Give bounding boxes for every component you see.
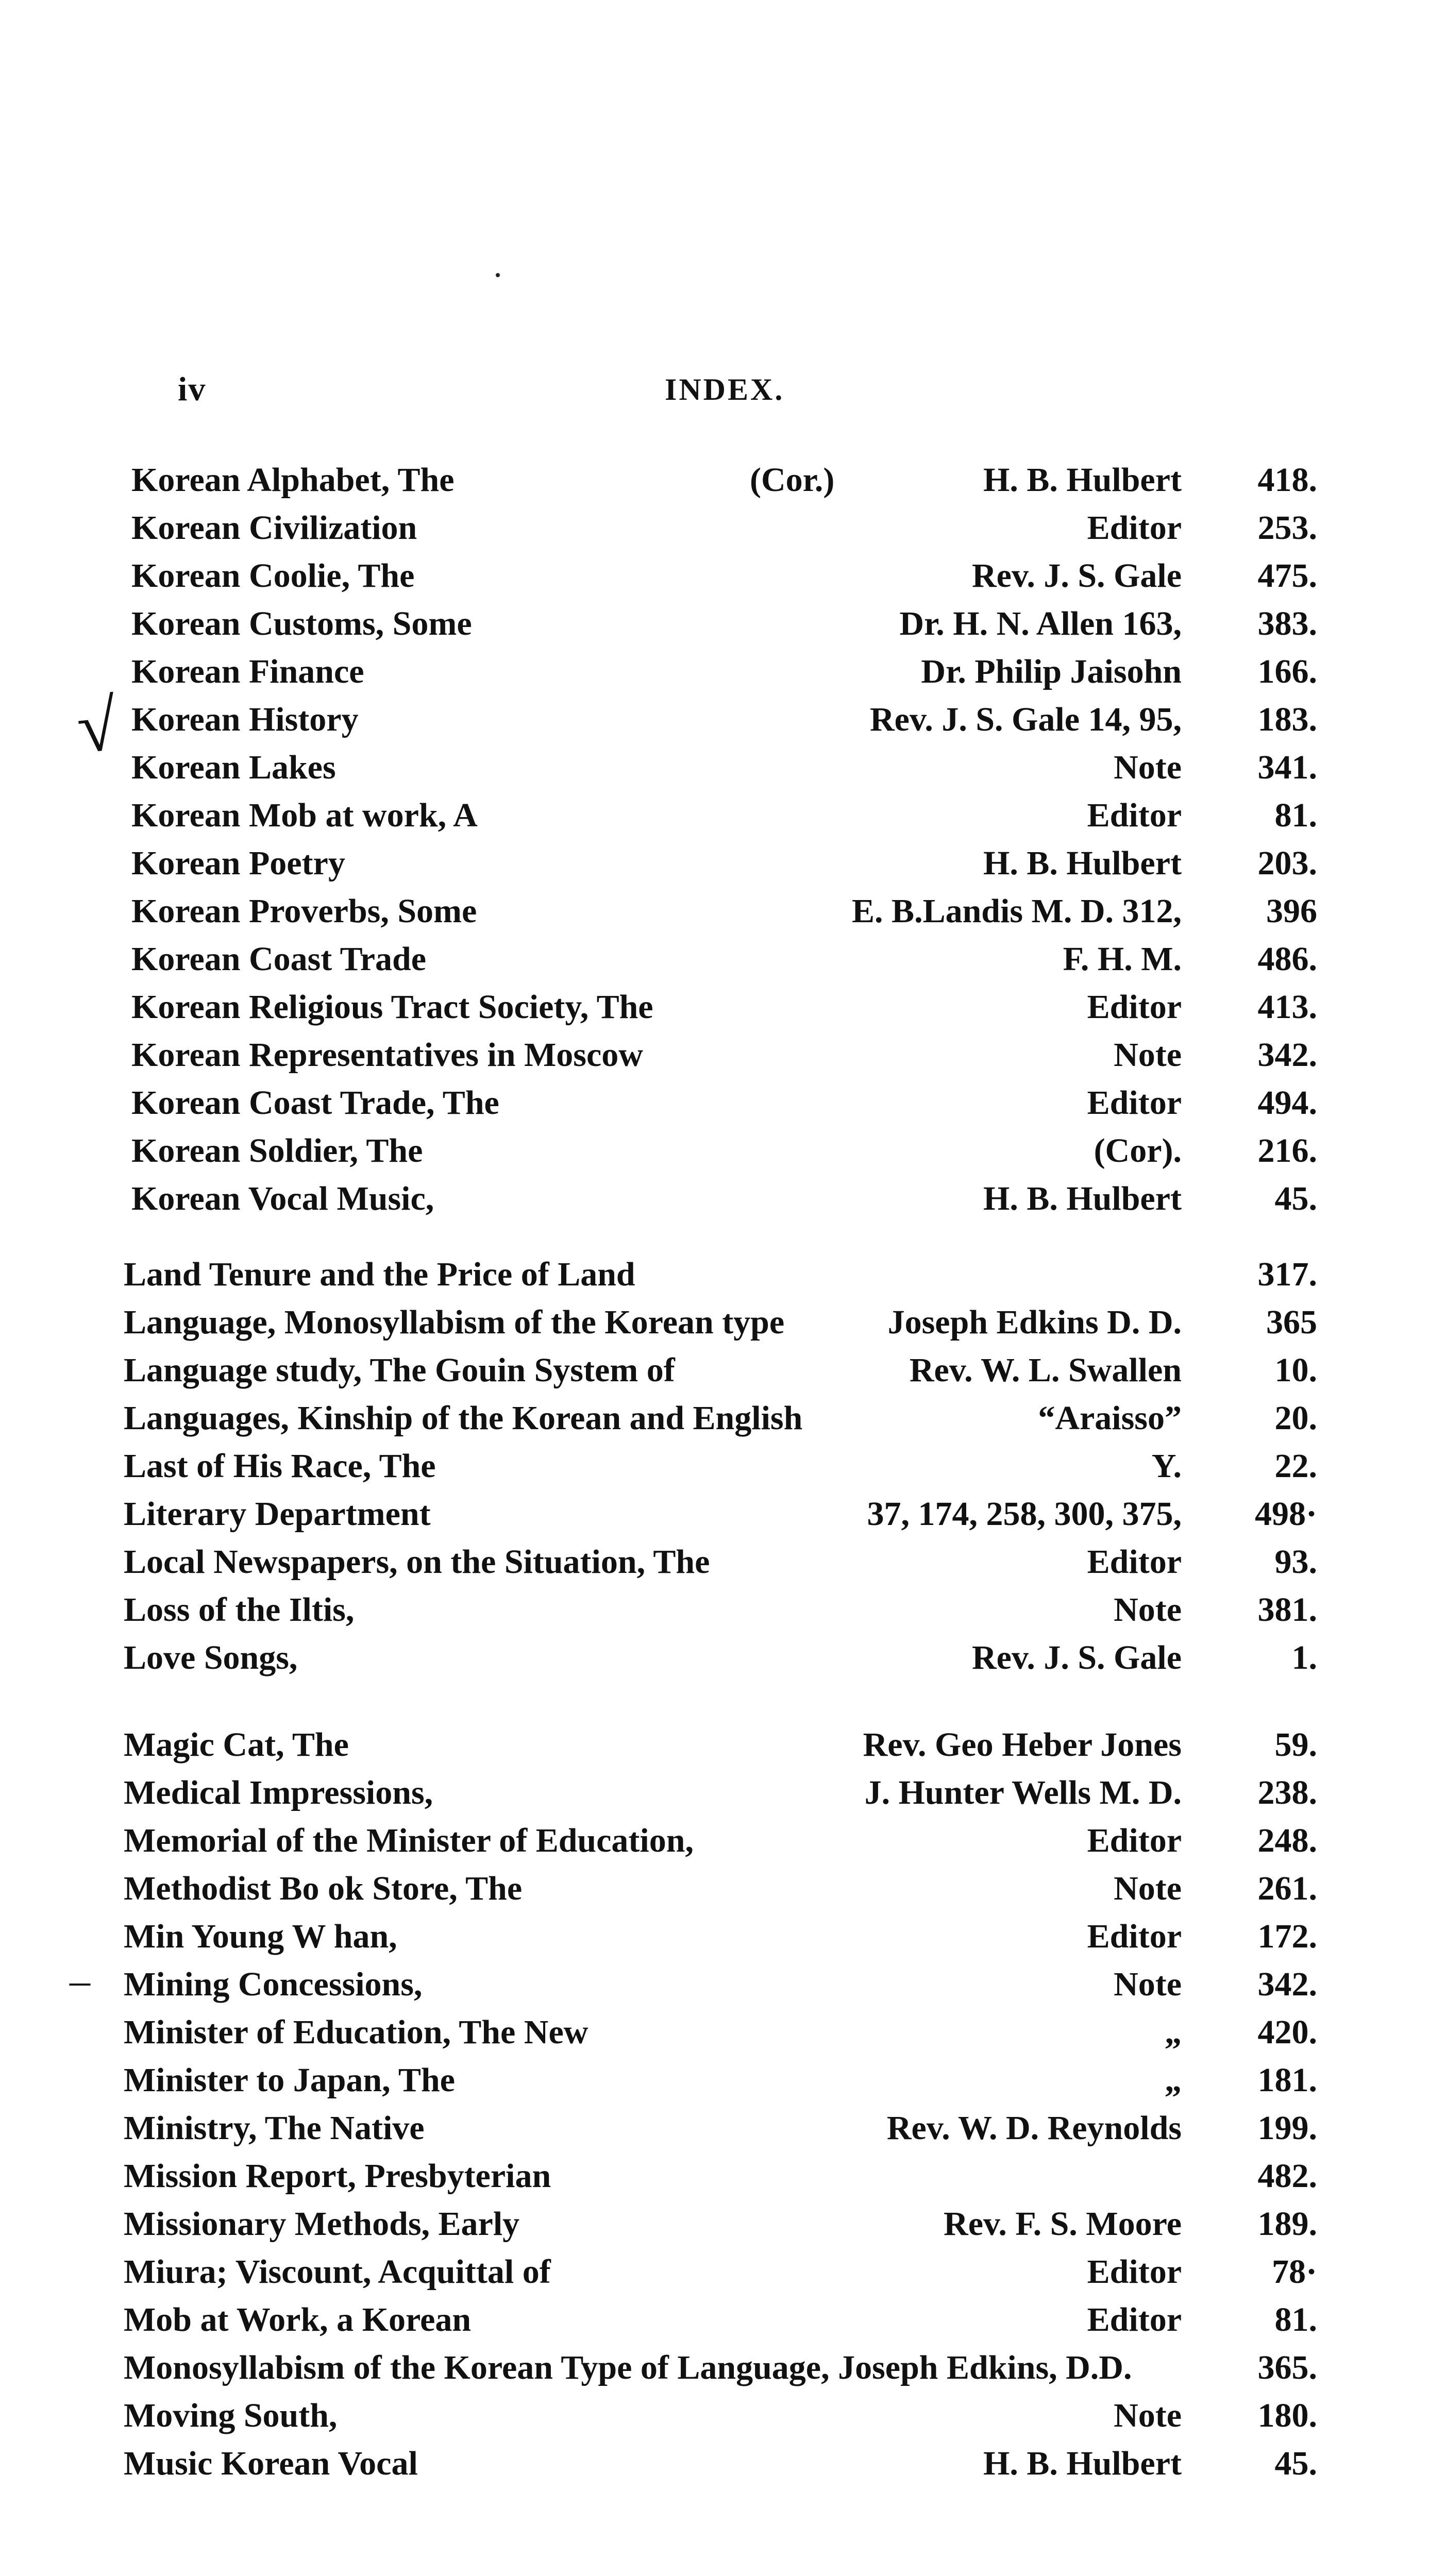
dash-mark-icon: –: [70, 1958, 90, 2004]
entry-pages: 365.: [1257, 2349, 1317, 2386]
entry-pages: 342.: [1257, 1036, 1317, 1074]
entry-pages: 317.: [1257, 1256, 1317, 1293]
entry-pages: 81.: [1274, 2301, 1317, 2338]
index-entry: [0, 2152, 1446, 2200]
entry-title: Mission Report, Presbyterian: [124, 2157, 551, 2195]
entry-pages: 45.: [1274, 1180, 1317, 1217]
entry-pages: 486.: [1257, 940, 1317, 978]
index-entry: [0, 1079, 1446, 1127]
entry-author: Rev. J. S. Gale: [972, 557, 1182, 595]
index-entry: [0, 1721, 1446, 1769]
index-entry: [0, 935, 1446, 983]
entry-pages: 189.: [1257, 2205, 1317, 2243]
entry-author: Note: [1114, 1870, 1182, 1907]
entry-title: Mob at Work, a Korean: [124, 2301, 472, 2338]
entry-pages: 1.: [1291, 1639, 1317, 1676]
entry-title: Love Songs,: [124, 1639, 298, 1676]
entry-author: Note: [1114, 1591, 1182, 1629]
entry-author: (Cor).: [1094, 1132, 1182, 1170]
entry-pages: 216.: [1257, 1132, 1317, 1170]
entry-author: Note: [1114, 1036, 1182, 1074]
entry-title: Music Korean Vocal: [124, 2445, 418, 2482]
entry-title: Korean Representatives in Moscow: [131, 1036, 643, 1074]
entry-author: Dr. Philip Jaisohn: [921, 653, 1182, 690]
entry-title: Min Young W han,: [124, 1918, 397, 1955]
check-mark-icon: √: [73, 685, 121, 769]
entry-pages: 420.: [1257, 2013, 1317, 2051]
entry-pages: 381.: [1257, 1591, 1317, 1629]
entry-title: Languages, Kinship of the Korean and English: [124, 1399, 803, 1437]
index-entry: [0, 983, 1446, 1031]
entry-pages: 199.: [1257, 2109, 1317, 2147]
entry-pages: 498·: [1254, 1495, 1317, 1533]
entry-author: Editor: [1087, 1084, 1182, 1122]
entry-pages: 181.: [1257, 2061, 1317, 2099]
index-entry: [0, 2008, 1446, 2056]
entry-author: Rev. W. D. Reynolds: [886, 2109, 1182, 2147]
entry-title: Ministry, The Native: [124, 2109, 425, 2147]
entry-author: Editor: [1087, 796, 1182, 834]
entry-author: Note: [1114, 749, 1182, 786]
entry-title: Korean Religious Tract Society, The: [131, 988, 653, 1026]
index-entry: [0, 1250, 1446, 1298]
entry-author: F. H. M.: [1063, 940, 1182, 978]
entry-title: Korean Poetry: [131, 844, 345, 882]
entry-pages: 22.: [1274, 1447, 1317, 1485]
entry-title: Korean Coast Trade: [131, 940, 426, 978]
entry-title: Monosyllabism of the Korean Type of Language, Joseph Edkins, D.D.: [124, 2349, 1132, 2386]
entry-pages: 342.: [1257, 1965, 1317, 2003]
entry-author: Y.: [1151, 1447, 1182, 1485]
entry-title: Memorial of the Minister of Education,: [124, 1822, 694, 1859]
index-entry: [0, 456, 1446, 504]
index-entry: [0, 2056, 1446, 2104]
index-entry: [0, 696, 1446, 743]
entry-author: Note: [1114, 2397, 1182, 2434]
entry-author: Editor: [1087, 1822, 1182, 1859]
entry-title: Medical Impressions,: [124, 1774, 433, 1811]
section-m: [0, 1721, 1446, 2487]
entry-author: Editor: [1087, 2253, 1182, 2291]
entry-title: Methodist Bo ok Store, The: [124, 1870, 523, 1907]
index-entry: [0, 1175, 1446, 1223]
entry-author: H. B. Hulbert: [983, 844, 1182, 882]
entry-pages: 203.: [1257, 844, 1317, 882]
index-entry: [0, 1031, 1446, 1079]
entry-pages: 418.: [1257, 461, 1317, 499]
entry-author: Rev. J. S. Gale 14, 95,: [870, 701, 1182, 738]
entry-title: Land Tenure and the Price of Land: [124, 1256, 635, 1293]
entry-title: Korean Soldier, The: [131, 1132, 423, 1170]
entry-author: Editor: [1087, 1543, 1182, 1581]
entry-title: Korean Civilization: [131, 509, 417, 547]
index-entry: [0, 2439, 1446, 2487]
entry-title: Last of His Race, The: [124, 1447, 436, 1485]
index-entry: [0, 1960, 1446, 2008]
entry-title: Minister to Japan, The: [124, 2061, 455, 2099]
entry-pages: 253.: [1257, 509, 1317, 547]
entry-author: Rev. F. S. Moore: [944, 2205, 1182, 2243]
entry-author: Joseph Edkins D. D.: [887, 1303, 1182, 1341]
index-entry: [0, 1634, 1446, 1682]
entry-title: Miura; Viscount, Acquittal of: [124, 2253, 551, 2291]
index-entry: [0, 1394, 1446, 1442]
entry-author: „: [1165, 2013, 1182, 2051]
entry-author: Editor: [1087, 2301, 1182, 2338]
entry-author: Note: [1114, 1965, 1182, 2003]
index-entry: [0, 1127, 1446, 1175]
entry-pages: 93.: [1274, 1543, 1317, 1581]
index-entry: [0, 791, 1446, 839]
entry-author: Rev. J. S. Gale: [972, 1639, 1182, 1676]
entry-pages: 166.: [1257, 653, 1317, 690]
entry-title: Literary Department: [124, 1495, 431, 1533]
entry-pages: 20.: [1274, 1399, 1317, 1437]
section-k: [0, 456, 1446, 1223]
entry-author: Rev. Geo Heber Jones: [863, 1726, 1182, 1764]
entry-pages: 494.: [1257, 1084, 1317, 1122]
index-entry: [0, 648, 1446, 696]
entry-pages: 365: [1266, 1303, 1317, 1341]
entry-title: Magic Cat, The: [124, 1726, 349, 1764]
entry-title: Korean Mob at work, A: [131, 796, 478, 834]
page-title: INDEX.: [665, 372, 785, 406]
index-entry: [0, 1346, 1446, 1394]
index-entry: [0, 1490, 1446, 1538]
entry-author: H. B. Hulbert: [983, 461, 1182, 499]
entry-pages: 10.: [1274, 1351, 1317, 1389]
index-entry: [0, 1538, 1446, 1586]
entry-pages: 248.: [1257, 1822, 1317, 1859]
index-entry: [0, 2296, 1446, 2344]
entry-pages: 482.: [1257, 2157, 1317, 2195]
index-entry: [0, 2248, 1446, 2296]
entry-note: (Cor.): [750, 461, 835, 499]
entry-pages: 396: [1266, 892, 1317, 930]
index-entry: [0, 1298, 1446, 1346]
index-entry: [0, 552, 1446, 600]
entry-pages: 261.: [1257, 1870, 1317, 1907]
index-entry: [0, 600, 1446, 648]
entry-title: Korean Coast Trade, The: [131, 1084, 499, 1122]
entry-title: Local Newspapers, on the Situation, The: [124, 1543, 710, 1581]
index-entry: [0, 839, 1446, 887]
entry-pages: 238.: [1257, 1774, 1317, 1811]
entry-title: Korean Vocal Music,: [131, 1180, 434, 1217]
index-entry: [0, 1586, 1446, 1634]
entry-author: E. B.Landis M. D. 312,: [852, 892, 1182, 930]
section-l: [0, 1250, 1446, 1682]
page-folio: iv: [178, 370, 207, 408]
entry-author: Rev. W. L. Swallen: [909, 1351, 1182, 1389]
index-entry: [0, 1769, 1446, 1817]
index-entry: [0, 1865, 1446, 1912]
entry-pages: 180.: [1257, 2397, 1317, 2434]
entry-pages: 45.: [1274, 2445, 1317, 2482]
speck-mark: [496, 273, 500, 277]
entry-author: “Araisso”: [1038, 1399, 1182, 1437]
entry-author: H. B. Hulbert: [983, 2445, 1182, 2482]
entry-author: H. B. Hulbert: [983, 1180, 1182, 1217]
index-entry: [0, 1912, 1446, 1960]
index-entry: [0, 2344, 1446, 2392]
entry-pages: 383.: [1257, 605, 1317, 642]
entry-pages: 183.: [1257, 701, 1317, 738]
entry-title: Language, Monosyllabism of the Korean type: [124, 1303, 785, 1341]
entry-title: Loss of the Iltis,: [124, 1591, 355, 1629]
entry-pages: 59.: [1274, 1726, 1317, 1764]
entry-title: Mining Concessions,: [124, 1965, 423, 2003]
entry-title: Korean Alphabet, The: [131, 461, 455, 499]
entry-title: Korean Finance: [131, 653, 364, 690]
entry-author: „: [1165, 2061, 1182, 2099]
index-entry: [0, 2200, 1446, 2248]
index-entry: [0, 887, 1446, 935]
entry-author: Editor: [1087, 1918, 1182, 1955]
entry-author: J. Hunter Wells M. D.: [864, 1774, 1182, 1811]
entry-title: Minister of Education, The New: [124, 2013, 589, 2051]
entry-pages: 81.: [1274, 796, 1317, 834]
index-entry: [0, 743, 1446, 791]
entry-title: Missionary Methods, Early: [124, 2205, 520, 2243]
entry-author: Editor: [1087, 509, 1182, 547]
index-entry: [0, 1817, 1446, 1865]
entry-author: Dr. H. N. Allen 163,: [899, 605, 1182, 642]
entry-author: 37, 174, 258, 300, 375,: [867, 1495, 1182, 1533]
entry-title: Korean History: [131, 701, 359, 738]
entry-pages: 172.: [1257, 1918, 1317, 1955]
entry-author: Editor: [1087, 988, 1182, 1026]
index-entry: [0, 1442, 1446, 1490]
entry-title: Language study, The Gouin System of: [124, 1351, 675, 1389]
index-entry: [0, 2104, 1446, 2152]
entry-title: Korean Customs, Some: [131, 605, 472, 642]
entry-pages: 413.: [1257, 988, 1317, 1026]
entry-title: Korean Lakes: [131, 749, 336, 786]
entry-title: Moving South,: [124, 2397, 338, 2434]
entry-pages: 475.: [1257, 557, 1317, 595]
index-entry: [0, 2392, 1446, 2439]
entry-title: Korean Coolie, The: [131, 557, 415, 595]
entry-pages: 78·: [1271, 2253, 1317, 2291]
index-entry: [0, 504, 1446, 552]
entry-title: Korean Proverbs, Some: [131, 892, 477, 930]
entry-pages: 341.: [1257, 749, 1317, 786]
